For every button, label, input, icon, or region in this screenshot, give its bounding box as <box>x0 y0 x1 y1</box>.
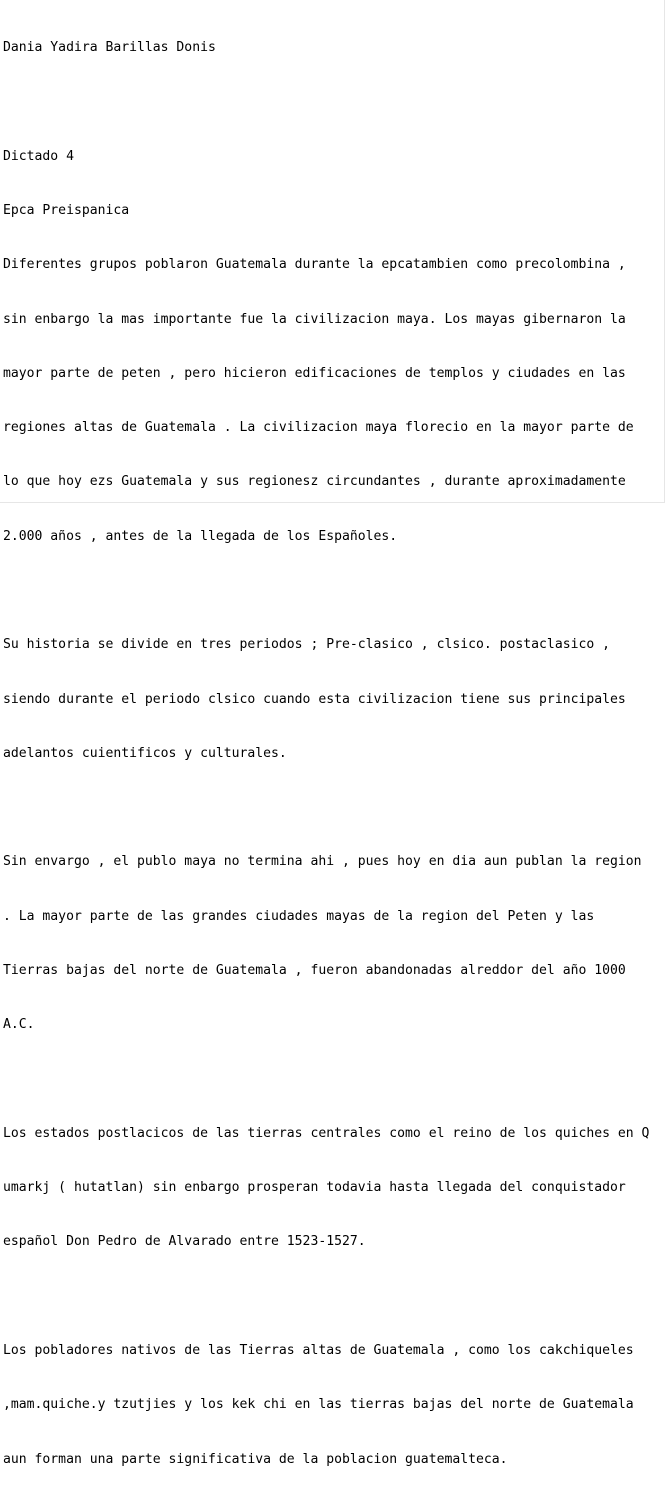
document-line: Su historia se divide en tres periodos ; Pre-clasico , clsico. postaclasico , <box>3 637 610 653</box>
document-line: mayor parte de peten , pero hicieron edificaciones de templos y ciudades en las <box>3 365 626 381</box>
document-line: Tierras bajas del norte de Guatemala , fueron abandonadas alreddor del año 1000 <box>3 962 626 978</box>
document-line: adelantos cuientificos y culturales. <box>3 745 287 761</box>
document-text[interactable] <box>3 3 661 1505</box>
document-line: español Don Pedro de Alvarado entre 1523-1527. <box>3 1234 366 1250</box>
document-line: Dania Yadira Barillas Donis <box>3 40 216 56</box>
document-line: ,mam.quiche.y tzutjies y los kek chi en las tierras bajas del norte de Guatemala <box>3 1397 634 1413</box>
document-line <box>3 799 661 817</box>
document-line <box>3 1071 661 1089</box>
document-line: A.C. <box>3 1017 35 1033</box>
document-line: 2.000 años , antes de la llegada de los Españoles. <box>3 528 398 544</box>
document-line: sin enbargo la mas importante fue la civilizacion maya. Los mayas gibernaron la <box>3 311 626 327</box>
document-line <box>3 582 661 600</box>
document-line: regiones altas de Guatemala . La civilizacion maya florecio en la mayor parte de <box>3 420 634 436</box>
document-line: aun forman una parte significativa de la poblacion guatemalteca. <box>3 1451 508 1467</box>
document-line <box>3 1288 661 1306</box>
document-line: . La mayor parte de las grandes ciudades mayas de la region del Peten y las <box>3 908 595 924</box>
document-line: lo que hoy ezs Guatemala y sus regionesz circundantes , durante aproximadamente <box>3 474 626 490</box>
document-line: Dictado 4 <box>3 148 74 164</box>
document-line: Los estados postlacicos de las tierras centrales como el reino de los quiches en Q <box>3 1125 650 1141</box>
document-line: siendo durante el periodo clsico cuando esta civilizacion tiene sus principales <box>3 691 626 707</box>
document-line <box>3 93 661 111</box>
document-line: Los pobladores nativos de las Tierras altas de Guatemala , como los cakchiqueles <box>3 1342 634 1358</box>
document-line: Sin envargo , el publo maya no termina ahi , pues hoy en dia aun publan la region <box>3 854 642 870</box>
document-line: Diferentes grupos poblaron Guatemala durante la epcatambien como precolombina , <box>3 257 626 273</box>
document-line: umarkj ( hutatlan) sin enbargo prosperan todavia hasta llegada del conquistador <box>3 1180 626 1196</box>
document-line: Epca Preispanica <box>3 203 130 219</box>
